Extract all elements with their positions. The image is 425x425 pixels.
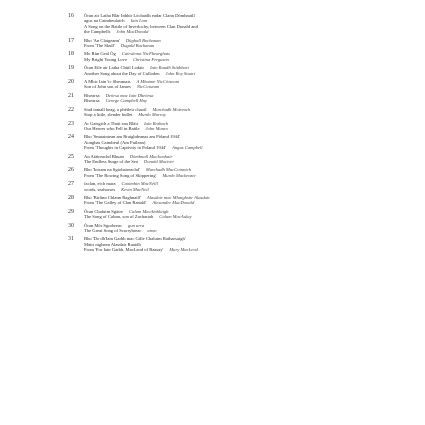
entry-author: Angus Campbell: [172, 145, 203, 151]
entry-title: Òran Eile air Latha Chùil Lodair: [84, 65, 145, 71]
entry-title: Mo Rùn Geal Òg: [84, 51, 116, 57]
entry-line: [84, 145, 390, 150]
entry-author: John Roy Stuart: [165, 70, 196, 76]
entry-title: Bho 'Do dh'Iain Garbh mac Gille Chaluim Ratharsaigh': [84, 236, 186, 242]
entry-author: Christina Ferguson: [132, 56, 169, 62]
toc-entry: [60, 154, 390, 165]
entry-author: Dùghall Bochanan: [125, 37, 161, 43]
entry-number: 22: [68, 106, 74, 113]
entry-author: George Campbell Hay: [105, 98, 147, 104]
entry-author: Murchadh Moireach: [152, 106, 191, 112]
toc-entry: [60, 195, 390, 206]
entry-author: Alexander MacDonald: [152, 200, 195, 206]
entry-line: [84, 159, 390, 164]
entry-title: Bìsearsa: [84, 98, 100, 104]
entry-author: anon: [147, 228, 157, 233]
toc-entry: [60, 13, 390, 35]
entry-number: 25: [68, 153, 74, 160]
entry-author: John MacDonald: [116, 29, 149, 35]
entry-title: Aonghas Caimbeul (Am Puilean): [84, 139, 146, 145]
entry-title: The Great Song of Scorrybreac: [84, 228, 142, 233]
toc-entry: [60, 93, 390, 104]
entry-title: From 'Thoughts in Captivity in Poland 1944': [84, 145, 167, 151]
entry-title: An Atàireachd Bhuan: [84, 153, 124, 159]
entry-line: [84, 228, 390, 233]
entry-author: Iain Ruadh Stiùbhart: [150, 65, 189, 71]
entry-line: [84, 84, 390, 89]
toc-entry: [60, 167, 390, 178]
toc-entry: [60, 121, 390, 132]
entry-title: Another Song about the Day of Culloden: [84, 70, 160, 76]
entry-author: A Mhuime NicCòiseam: [136, 79, 180, 85]
toc-entry: [60, 209, 390, 220]
entry-title: Bho 'Birlinn Chlann Raghnaill': [84, 194, 141, 200]
entry-author: Donald Maciver: [143, 158, 175, 164]
entry-author: Calum MacAmhlaigh: [129, 208, 169, 214]
entry-title: From 'For Iain Garbh, MacLeod of Raasay': [84, 247, 164, 253]
table-of-contents: [60, 13, 390, 256]
entry-title: The Song of Calum, son of Zachariah: [84, 214, 154, 220]
entry-line: [84, 29, 390, 34]
entry-line: [84, 98, 390, 103]
entry-title: words, seahorses: [84, 186, 116, 192]
entry-title: Bho 'Smuaintean am Braighdeanas am Pòland 1944': [84, 134, 181, 140]
toc-entry: [60, 107, 390, 118]
entry-number: 16: [68, 13, 74, 19]
entry-number: 20: [68, 79, 74, 86]
entry-author: Cairstìona NicFhearghais: [121, 51, 170, 57]
entry-number: 30: [68, 222, 74, 229]
entry-title: Bho 'Iorram na Sgiobaireachd': [84, 167, 140, 173]
entry-line: [84, 247, 390, 252]
entry-author: Murdo Mackenzie: [162, 172, 196, 178]
entry-title: Màiri nighean Alasdair Ruaidh: [84, 241, 141, 247]
toc-entry: [60, 65, 390, 76]
entry-author: Iain Rothach: [144, 120, 168, 126]
entry-title: Our Heroes who Fell in Battle: [84, 125, 140, 131]
entry-author: Murchadh MacCoinnich: [145, 167, 191, 173]
entry-number: 28: [68, 194, 74, 201]
entry-author: Iain Lom: [130, 18, 148, 24]
entry-number: 29: [68, 208, 74, 215]
entry-title: the Campbells: [84, 29, 111, 35]
entry-title: faclan, eich mara: [84, 181, 116, 187]
entry-line: [84, 57, 390, 62]
entry-author: Dòmhnall MacIomhair: [129, 153, 173, 159]
entry-number: 27: [68, 181, 74, 188]
entry-title: A Song on the Battle of Inverlochy, between Clan Donald and: [84, 23, 198, 29]
toc-entry: [60, 38, 390, 49]
entry-line: [84, 173, 390, 178]
entry-number: 26: [68, 167, 74, 174]
entry-title: From 'The Rowing Song of Skippering': [84, 172, 157, 178]
entry-title: Stad tamall beag, a phèileir chaoil: [84, 106, 147, 112]
entry-line: [84, 200, 390, 205]
entry-number: 24: [68, 134, 74, 141]
entry-title: Òran Chaluim Sgàire: [84, 208, 124, 214]
entry-number: 23: [68, 120, 74, 127]
entry-title: Òran air Latha Blàr Inbhir Lòchaidh eadar Clann Dòmhnaill: [84, 13, 195, 18]
entry-line: [84, 71, 390, 76]
toc-entry: [60, 236, 390, 252]
entry-line: [84, 187, 390, 192]
entry-author: Alasdair mac Mhaighstir Alasdair: [146, 194, 210, 200]
entry-line: [84, 126, 390, 131]
entry-title: The Endless Surge of the Sea: [84, 158, 138, 164]
entry-title: My Bright Young Love: [84, 56, 127, 62]
entry-author: gun urra: [128, 222, 145, 228]
entry-line: [84, 112, 390, 117]
entry-title: From 'The Skull': [84, 43, 115, 49]
entry-title: Òran Mòr Sgorbreac: [84, 222, 123, 228]
entry-title: Ar Gaisgich a Thuit sna Blàir: [84, 120, 139, 126]
entry-title: Bho 'An Claigeann': [84, 37, 120, 43]
entry-author: Deòrsa mac Iain Dheòrsa: [105, 92, 154, 98]
entry-line: [84, 214, 390, 219]
entry-author: NicCoiseam: [136, 84, 160, 90]
entry-title: Bìsearsa: [84, 92, 100, 98]
entry-author: Murdo Murray: [138, 112, 166, 118]
toc-entry: [60, 79, 390, 90]
toc-entry: [60, 134, 390, 150]
entry-title: Son of John son of James: [84, 84, 131, 90]
entry-title: A Mhic Iain 'ic Sheumais: [84, 79, 131, 85]
entry-number: 31: [68, 236, 74, 243]
entry-number: 19: [68, 65, 74, 72]
entry-number: 18: [68, 51, 74, 58]
entry-author: Kevin MacNeil: [121, 186, 149, 192]
toc-entry: [60, 51, 390, 62]
toc-entry: [60, 223, 390, 234]
entry-author: Mary MacLeod: [169, 247, 198, 253]
entry-author: John Munro: [145, 125, 168, 131]
entry-author: Caoimhin MacNèill: [121, 181, 158, 187]
toc-entry: [60, 181, 390, 192]
entry-title: Stop a little, slender bullet: [84, 112, 133, 118]
entry-title: agus na Caimbeulaich: [84, 18, 125, 24]
entry-number: 21: [68, 92, 74, 99]
entry-title: From 'The Galley of Clan Ranald': [84, 200, 147, 206]
entry-author: Calum MacAulay: [159, 214, 192, 220]
entry-number: 17: [68, 37, 74, 44]
entry-line: [84, 43, 390, 48]
entry-author: Dugald Buchanan: [120, 43, 155, 49]
